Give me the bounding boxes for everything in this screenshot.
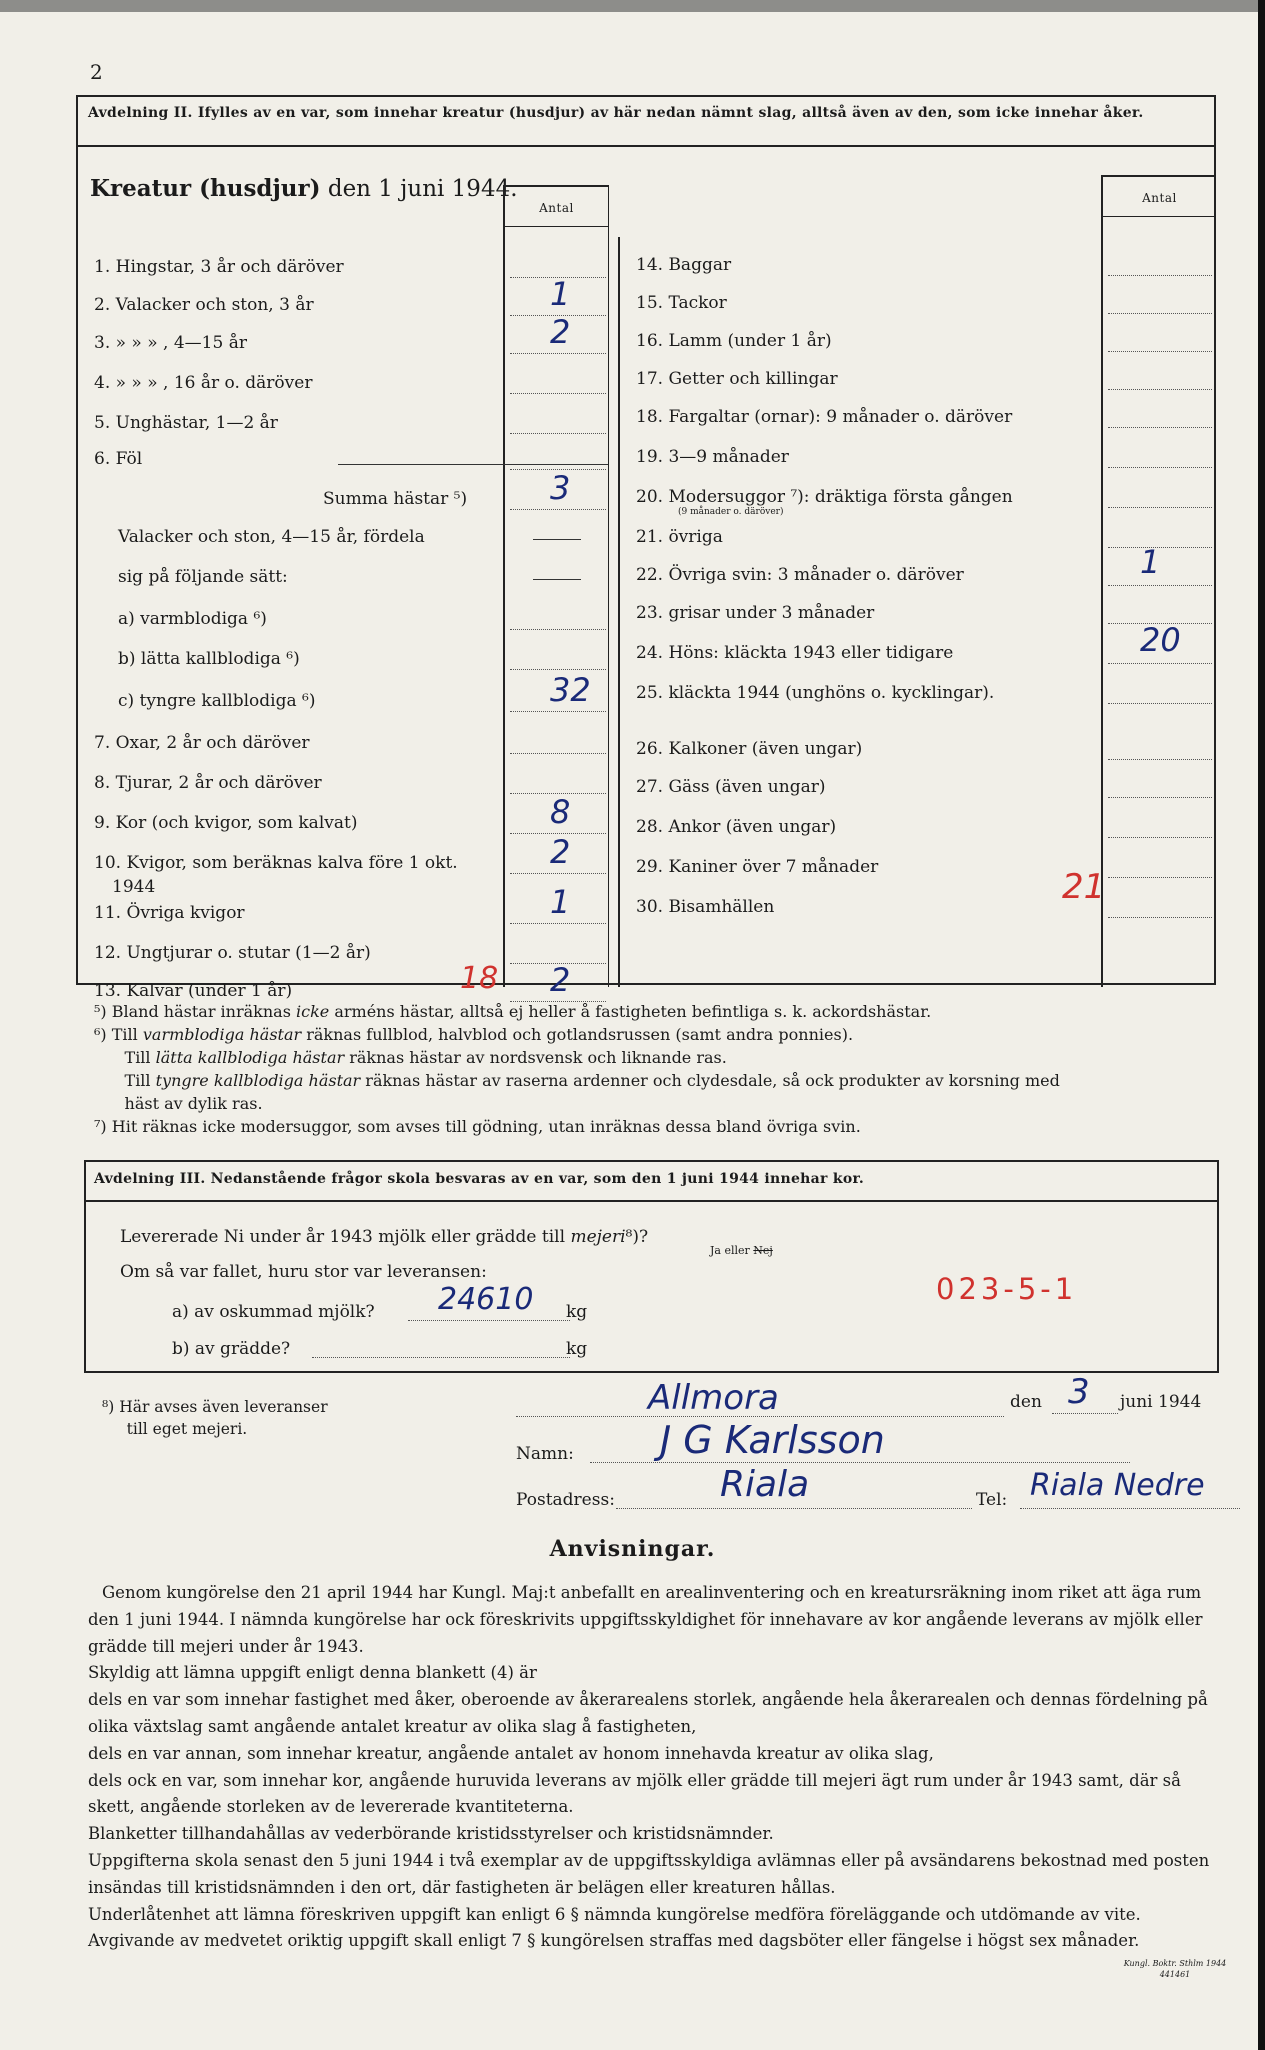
question-mejeri-pre: Levererade Ni under år 1943 mjölk eller grädde till — [120, 1227, 571, 1247]
left-row-entry-line — [510, 629, 606, 630]
left-row-label: 5. Unghästar, 1—2 år — [94, 413, 278, 433]
scan-top-border — [0, 0, 1265, 12]
left-row-label: 11. Övriga kvigor — [94, 903, 245, 923]
footnote-it: tyngre kallblodiga hästar — [155, 1071, 361, 1090]
footnote-pre: ⁷) Hit räknas icke modersuggor, som avses till gödning, utan inräknas dessa bland övriga svin. — [94, 1117, 861, 1136]
right-row-label: 23. grisar under 3 månader — [636, 603, 875, 623]
left-row-label: Valacker och ston, 4—15 år, fördela — [118, 527, 425, 547]
name-value[interactable]: J G Karlsson — [660, 1418, 885, 1462]
anvisningar-paragraph: Skyldig att lämna uppgift enligt denna blankett (4) är — [88, 1663, 537, 1683]
footnote-pre: Till — [94, 1071, 156, 1090]
right-row-2 — [636, 293, 1096, 313]
question-mejeri — [120, 1227, 648, 1247]
right-row-entry-line — [1108, 797, 1212, 798]
right-column-header: Antal — [1103, 175, 1216, 217]
left-row-2 — [94, 295, 494, 315]
footnotes — [94, 1000, 1234, 1138]
section-3-heading: Avdelning III. Nedanstående frågor skola besvaras av en var, som den 1 juni 1944 innehar kor. — [86, 1162, 1217, 1202]
address-line — [616, 1508, 972, 1509]
red-code: 023-5-1 — [936, 1272, 1078, 1306]
no-option-struck[interactable]: Nej — [753, 1244, 773, 1257]
left-row-10 — [118, 609, 518, 629]
anvisningar-title: Anvisningar. — [549, 1536, 716, 1562]
right-row-entry-line — [1108, 585, 1212, 586]
footnote-it: lätta kallblodiga hästar — [155, 1048, 345, 1067]
right-count-column — [1101, 175, 1216, 987]
right-row-14 — [636, 777, 1096, 797]
right-row-8 — [636, 527, 1096, 547]
scan-right-border — [1258, 0, 1265, 2050]
right-row-4 — [636, 369, 1096, 389]
left-row-value[interactable]: 3 — [550, 469, 571, 507]
cream-unit: kg — [566, 1339, 588, 1359]
day-line — [1052, 1413, 1118, 1414]
left-row-13 — [94, 733, 494, 753]
left-row-entry-line — [510, 353, 606, 354]
left-row-value[interactable]: 2 — [550, 961, 571, 999]
right-row-red-note: 21 — [1062, 867, 1106, 907]
right-row-entry-line — [1108, 703, 1212, 704]
right-row-value[interactable]: 20 — [1140, 621, 1181, 659]
right-row-label: 21. övriga — [636, 527, 723, 547]
left-row-value[interactable]: 2 — [550, 833, 571, 871]
right-row-6 — [636, 447, 1096, 467]
summa-rule — [338, 464, 608, 465]
right-row-label: 18. Fargaltar (ornar): 9 månader o. däröver — [636, 407, 1013, 427]
footnote-pre: häst av dylik ras. — [94, 1094, 263, 1113]
left-row-14 — [94, 773, 494, 793]
left-column-header: Antal — [505, 185, 608, 227]
right-row-label: 15. Tackor — [636, 293, 727, 313]
left-row-label: b) lätta kallblodiga ⁶) — [118, 649, 300, 669]
cream-label: b) av grädde? — [172, 1339, 291, 1359]
left-row-9 — [118, 567, 518, 587]
milk-label: a) av oskummad mjölk? — [172, 1302, 375, 1322]
right-row-entry-line — [1108, 389, 1212, 390]
left-row-value[interactable]: 2 — [550, 313, 571, 351]
right-row-value[interactable]: 1 — [1140, 543, 1161, 581]
right-row-label: 26. Kalkoner (även ungar) — [636, 739, 863, 759]
right-row-7 — [636, 487, 1096, 507]
right-row-17 — [636, 897, 1096, 917]
left-row-1 — [94, 257, 494, 277]
right-row-entry-line — [1108, 507, 1212, 508]
anvisningar-paragraph: Genom kungörelse den 21 april 1944 har Kungl. Maj:t anbefallt en arealinventering och en kreatursräkning inom riket att äga rum den 1 juni 1944. I nämnda kungörelse har ock föreskrivits uppgiftsskyldighet för innehavare av kor angående leverans av mjölk eller grädde till mejeri under år 1943. — [88, 1583, 1203, 1656]
section-2-heading-text: Avdelning II. Ifylles av en var, som innehar kreatur (husdjur) av här nedan nämnt slag, alltså även av den, som icke innehar åker. — [88, 105, 1144, 121]
right-row-label: 24. Höns: kläckta 1943 eller tidigare — [636, 643, 954, 663]
anvisningar-paragraph: dels en var som innehar fastighet med åker, oberoende av åkerarealens storlek, angående hela åkerarealen och dennas fördelning på olika växtslag samt angående antalet kreatur av olika slag å fastigheten, — [88, 1690, 1208, 1736]
right-row-sublabel: (9 månader o. däröver) — [678, 507, 784, 517]
yes-no-choice[interactable] — [710, 1244, 773, 1257]
footnote-post: räknas fullblod, halvblod och gotlandsrussen (samt andra ponnies). — [301, 1025, 854, 1044]
left-row-label: 7. Oxar, 2 år och däröver — [94, 733, 310, 753]
question-mejeri-post: ⁸)? — [625, 1227, 649, 1247]
kreatur-title-date: den 1 juni 1944. — [327, 176, 518, 202]
milk-value[interactable]: 24610 — [438, 1282, 534, 1317]
left-row-entry-line — [510, 753, 606, 754]
left-row-6 — [94, 449, 494, 469]
left-row-label: 1. Hingstar, 3 år och däröver — [94, 257, 344, 277]
section-2 — [76, 95, 1216, 1001]
tel-label: Tel: — [976, 1490, 1008, 1510]
left-row-label: 8. Tjurar, 2 år och däröver — [94, 773, 322, 793]
right-row-label: 29. Kaniner över 7 månader — [636, 857, 879, 877]
milk-unit: kg — [566, 1302, 588, 1322]
left-row-label: a) varmblodiga ⁶) — [118, 609, 267, 629]
footnote-line — [94, 1046, 1234, 1069]
right-row-entry-line — [1108, 663, 1212, 664]
left-row-label: 10. Kvigor, som beräknas kalva före 1 okt. — [94, 853, 458, 873]
left-row-entry-line — [510, 433, 606, 434]
left-row-4 — [94, 373, 494, 393]
right-row-9 — [636, 565, 1096, 585]
left-row-label: 2. Valacker och ston, 3 år — [94, 295, 314, 315]
right-row-label: 30. Bisamhällen — [636, 897, 775, 917]
left-row-entry-line — [510, 711, 606, 712]
left-row-12 — [118, 691, 518, 711]
left-row-value[interactable]: 8 — [550, 793, 571, 831]
left-row-dash — [533, 579, 581, 580]
right-row-3 — [636, 331, 1096, 351]
left-row-11 — [118, 649, 518, 669]
left-row-entry-line — [510, 923, 606, 924]
left-row-3 — [94, 333, 494, 353]
left-row-19 — [94, 981, 494, 1001]
right-row-label: 16. Lamm (under 1 år) — [636, 331, 832, 351]
anvisningar-paragraph: Underlåtenhet att lämna föreskriven uppgift kan enligt 6 § nämnda kungörelse medföra föreläggande och utdömande av vite. Avgivande av medvetet oriktig uppgift skall enligt 7 § kungörelsen straffas med dagsböter eller fängelse i högst sex månader. — [88, 1904, 1141, 1951]
footnote-it: varmblodiga hästar — [142, 1025, 302, 1044]
address-value[interactable]: Riala — [720, 1464, 810, 1505]
left-row-label: 13. Kalvar (under 1 år) — [94, 981, 293, 1001]
yes-no-separator-text: eller — [720, 1244, 754, 1257]
middle-divider — [618, 237, 620, 987]
left-row-label: 12. Ungtjurar o. stutar (1—2 år) — [94, 943, 371, 963]
anvisningar-text — [88, 1580, 1223, 1955]
address-label: Postadress: — [516, 1490, 615, 1510]
right-row-label: 14. Baggar — [636, 255, 732, 275]
left-row-entry-line — [510, 509, 606, 510]
right-row-entry-line — [1108, 837, 1212, 838]
left-row-value[interactable]: 1 — [550, 275, 571, 313]
name-label: Namn: — [516, 1444, 574, 1464]
left-row-18 — [94, 943, 494, 963]
anvisningar-paragraph: dels en var annan, som innehar kreatur, angående antalet av honom innehavda kreatur av olika slag, — [88, 1743, 934, 1763]
right-row-entry-line — [1108, 467, 1212, 468]
footnote-line — [94, 1115, 1234, 1138]
left-row-label: 9. Kor (och kvigor, som kalvat) — [94, 813, 358, 833]
left-row-entry-line — [510, 873, 606, 874]
right-row-15 — [636, 817, 1096, 837]
question-quantity: Om så var fallet, huru stor var leveransen: — [120, 1262, 487, 1282]
left-row-label-line2: 1944 — [112, 877, 156, 897]
kreatur-title-bold: Kreatur (husdjur) — [90, 175, 321, 202]
left-row-8 — [118, 527, 518, 547]
left-row-value[interactable]: 1 — [550, 883, 571, 921]
footnote-8: ⁸) Här avses även leveranser till eget mejeri. — [102, 1398, 328, 1438]
left-row-entry-line — [510, 393, 606, 394]
yes-option[interactable]: Ja — [710, 1244, 721, 1257]
right-row-label: 28. Ankor (även ungar) — [636, 817, 837, 837]
left-row-5 — [94, 413, 494, 433]
section-3 — [84, 1160, 1219, 1373]
anvisningar-paragraph: dels ock en var, som innehar kor, angående huruvida leverans av mjölk eller grädde till mejeri ägt rum under år 1943 samt, där så skett, angående storleken av de levererade kvantiteterna. — [88, 1770, 1181, 1817]
left-row-dash — [533, 539, 581, 540]
footnote-pre: Till — [94, 1048, 156, 1067]
right-row-entry-line — [1108, 917, 1212, 918]
question-mejeri-italic: mejeri — [570, 1227, 626, 1247]
left-row-red-note: 18 — [460, 961, 499, 996]
right-row-11 — [636, 643, 1096, 663]
footnote-post: räknas hästar av nordsvensk och liknande ras. — [344, 1048, 727, 1067]
footnote-pre: ⁵) Bland hästar inräknas — [94, 1002, 296, 1021]
right-row-entry-line — [1108, 427, 1212, 428]
right-row-1 — [636, 255, 1096, 275]
left-row-entry-line — [510, 669, 606, 670]
right-row-label: 25. kläckta 1944 (unghöns o. kycklingar). — [636, 683, 995, 703]
right-row-10 — [636, 603, 1096, 623]
printer-mark: Kungl. Boktr. Sthlm 1944 441461 — [1123, 1959, 1227, 1979]
left-row-label: sig på följande sätt: — [118, 567, 288, 587]
right-row-label: 27. Gäss (även ungar) — [636, 777, 826, 797]
day-value[interactable]: 3 — [1068, 1372, 1090, 1412]
section-2-heading — [78, 97, 1214, 147]
left-row-label: 4. » » » , 16 år o. däröver — [94, 373, 313, 393]
tel-value[interactable]: Riala Nedre — [1030, 1468, 1205, 1503]
left-row-16 — [94, 853, 494, 873]
footnote-line — [94, 1000, 1234, 1023]
right-row-13 — [636, 739, 1096, 759]
footnote-line — [94, 1069, 1234, 1092]
name-line — [590, 1462, 1130, 1463]
footnote-line — [94, 1092, 1234, 1115]
right-row-entry-line — [1108, 275, 1212, 276]
right-row-entry-line — [1108, 877, 1212, 878]
right-row-entry-line — [1108, 313, 1212, 314]
footnote-pre: ⁶) Till — [94, 1025, 143, 1044]
date-den-label: den — [1010, 1392, 1042, 1412]
month-year: juni 1944 — [1120, 1392, 1202, 1412]
right-row-label: 17. Getter och killingar — [636, 369, 838, 389]
kreatur-title — [90, 175, 518, 202]
left-row-label: 6. Föl — [94, 449, 143, 469]
cream-line — [312, 1357, 570, 1358]
footnote-post: arméns hästar, alltså ej heller å fastigheten befintliga s. k. ackordshästar. — [329, 1002, 932, 1021]
page-number: 2 — [90, 60, 103, 84]
anvisningar-paragraph: Blanketter tillhandahållas av vederbörande kristidsstyrelser och kristidsnämnder. — [88, 1824, 774, 1844]
place-value[interactable]: Allmora — [648, 1378, 779, 1418]
right-row-label: 20. Modersuggor ⁷): dräktiga första gången — [636, 487, 1013, 507]
milk-line — [408, 1320, 570, 1321]
right-row-label: 19. 3—9 månader — [636, 447, 789, 467]
right-row-entry-line — [1108, 351, 1212, 352]
footnote-line — [94, 1023, 1234, 1046]
footnote-post: räknas hästar av raserna ardenner och clydesdale, så ock produkter av korsning med — [360, 1071, 1060, 1090]
left-row-label: c) tyngre kallblodiga ⁶) — [118, 691, 316, 711]
left-row-17 — [94, 903, 494, 923]
right-row-entry-line — [1108, 759, 1212, 760]
left-row-label: Summa hästar ⁵) — [323, 489, 468, 509]
left-row-value[interactable]: 32 — [550, 671, 591, 709]
footnote-it: icke — [296, 1002, 330, 1021]
left-row-label: 3. » » » , 4—15 år — [94, 333, 247, 353]
tel-line — [1020, 1508, 1240, 1509]
right-row-label: 22. Övriga svin: 3 månader o. däröver — [636, 565, 964, 585]
right-row-5 — [636, 407, 1096, 427]
right-row-12 — [636, 683, 1096, 703]
right-row-16 — [636, 857, 1096, 877]
anvisningar-paragraph: Uppgifterna skola senast den 5 juni 1944 i två exemplar av de uppgiftsskyldiga avlämnas eller på avsändarens bekostnad med posten insändas till kristidsnämnden i den ort, där fastigheten är belägen eller kreaturen hållas. — [88, 1850, 1210, 1897]
left-row-15 — [94, 813, 494, 833]
